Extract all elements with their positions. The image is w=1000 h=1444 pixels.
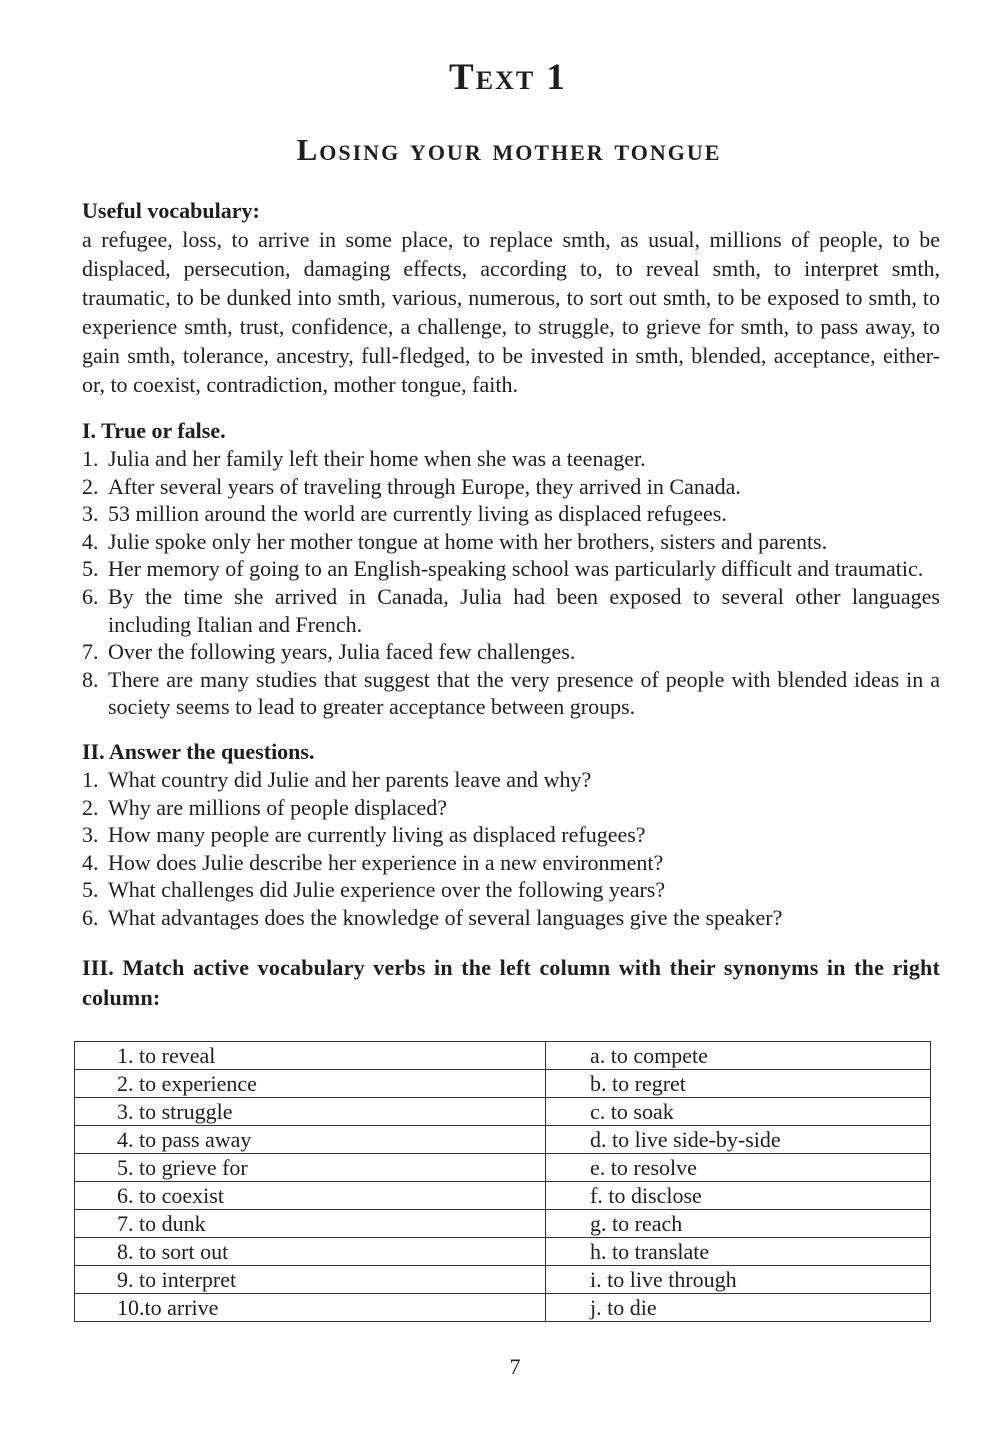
- item-number: 3.: [82, 501, 99, 527]
- table-row: [75, 1126, 931, 1154]
- item-number: 7.: [82, 639, 99, 665]
- main-content: [82, 197, 940, 1013]
- right-cell: j. to die: [546, 1294, 931, 1322]
- table-row: [75, 1266, 931, 1294]
- left-cell: 2. to experience: [75, 1070, 546, 1098]
- list-item: [82, 849, 940, 877]
- matching-heading: III. Match active vocabulary verbs in the left column with their synonyms in the right column:: [82, 954, 940, 1010]
- matching-table: [74, 1041, 931, 1322]
- item-text: How many people are currently living as displaced refugees?: [108, 822, 646, 848]
- item-text: Julie spoke only her mother tongue at home with her brothers, sisters and parents.: [108, 528, 828, 554]
- item-number: 3.: [82, 822, 99, 848]
- questions-section: [82, 738, 940, 932]
- item-number: 5.: [82, 556, 99, 582]
- item-number: 5.: [82, 877, 99, 903]
- right-cell: h. to translate: [546, 1238, 931, 1266]
- item-text: Her memory of going to an English-speaking school was particularly difficult and traumatic.: [108, 556, 924, 582]
- true-false-section: [82, 417, 940, 721]
- true-false-heading: I. True or false.: [82, 418, 226, 443]
- list-item: [82, 473, 940, 501]
- list-item: [82, 445, 940, 473]
- item-number: 2.: [82, 794, 99, 820]
- list-item: [82, 528, 940, 556]
- item-number: 4.: [82, 849, 99, 875]
- list-item: [82, 766, 940, 794]
- item-text: Why are millions of people displaced?: [108, 794, 448, 820]
- item-number: 4.: [82, 528, 99, 554]
- item-text: By the time she arrived in Canada, Julia had been exposed to several other languages including Italian and French.: [108, 583, 940, 637]
- item-number: 6.: [82, 583, 99, 609]
- list-item: [82, 555, 940, 583]
- left-cell: 10.to arrive: [75, 1294, 546, 1322]
- questions-list: [82, 766, 940, 932]
- item-text: 53 million around the world are currently living as displaced refugees.: [108, 501, 727, 527]
- true-false-list: [82, 445, 940, 721]
- item-text: What country did Julie and her parents leave and why?: [108, 766, 592, 792]
- item-text: Julia and her family left their home when she was a teenager.: [108, 446, 646, 471]
- left-cell: 8. to sort out: [75, 1238, 546, 1266]
- list-item: [82, 666, 940, 721]
- list-item: [82, 638, 940, 666]
- left-cell: 9. to interpret: [75, 1266, 546, 1294]
- table-row: [75, 1070, 931, 1098]
- table-row: [75, 1042, 931, 1070]
- list-item: [82, 904, 940, 932]
- page-number: 7: [509, 1354, 521, 1379]
- item-number: 8.: [82, 666, 99, 692]
- questions-heading: II. Answer the questions.: [82, 738, 315, 764]
- table-row: [75, 1210, 931, 1238]
- item-text: How does Julie describe her experience in a new environment?: [108, 849, 664, 875]
- item-text: What advantages does the knowledge of several languages give the speaker?: [108, 904, 783, 930]
- table-row: [75, 1294, 931, 1322]
- right-cell: d. to live side-by-side: [546, 1126, 931, 1154]
- matching-section: [82, 953, 940, 1013]
- left-cell: 7. to dunk: [75, 1210, 546, 1238]
- item-number: 1.: [82, 446, 99, 471]
- table-row: [75, 1098, 931, 1126]
- left-cell: 4. to pass away: [75, 1126, 546, 1154]
- page-title: Text 1: [449, 57, 567, 98]
- left-cell: 1. to reveal: [75, 1042, 546, 1070]
- list-item: [82, 583, 940, 638]
- right-cell: f. to disclose: [546, 1182, 931, 1210]
- vocabulary-heading: Useful vocabulary:: [82, 198, 260, 223]
- item-number: 6.: [82, 904, 99, 930]
- item-text: What challenges did Julie experience over the following years?: [108, 877, 666, 903]
- item-text: After several years of traveling through Europe, they arrived in Canada.: [108, 473, 741, 499]
- list-item: [82, 821, 940, 849]
- right-cell: e. to resolve: [546, 1154, 931, 1182]
- page-subtitle: Losing your mother tongue: [296, 132, 722, 167]
- table-row: [75, 1182, 931, 1210]
- list-item: [82, 500, 940, 528]
- vocabulary-text: a refugee, loss, to arrive in some place, to replace smth, as usual, millions of people, to be displaced, persecution, damaging effects, according to, to reveal smth, to interpret smth, traumatic, to be dunked into smth, various, numerous, to sort out smth, to be exposed to smth, to experience smth, trust, confidence, a challenge, to struggle, to grieve for smth, to pass away, to gain smth, tolerance, ancestry, full-fledged, to be invested in smth, blended, acceptance, either-or, to coexist, contradiction, mother tongue, faith.: [82, 227, 940, 397]
- vocabulary-section: [82, 197, 940, 399]
- list-item: [82, 794, 940, 822]
- left-cell: 5. to grieve for: [75, 1154, 546, 1182]
- right-cell: g. to reach: [546, 1210, 931, 1238]
- list-item: [82, 876, 940, 904]
- right-cell: b. to regret: [546, 1070, 931, 1098]
- right-cell: c. to soak: [546, 1098, 931, 1126]
- item-number: 2.: [82, 473, 99, 499]
- right-cell: i. to live through: [546, 1266, 931, 1294]
- item-number: 1.: [82, 766, 99, 792]
- table-row: [75, 1238, 931, 1266]
- item-text: There are many studies that suggest that the very presence of people with blended ideas in a society seems to lead to greater acceptance between groups.: [108, 666, 940, 720]
- table-row: [75, 1154, 931, 1182]
- item-text: Over the following years, Julia faced few challenges.: [108, 639, 576, 665]
- right-cell: a. to compete: [546, 1042, 931, 1070]
- left-cell: 6. to coexist: [75, 1182, 546, 1210]
- left-cell: 3. to struggle: [75, 1098, 546, 1126]
